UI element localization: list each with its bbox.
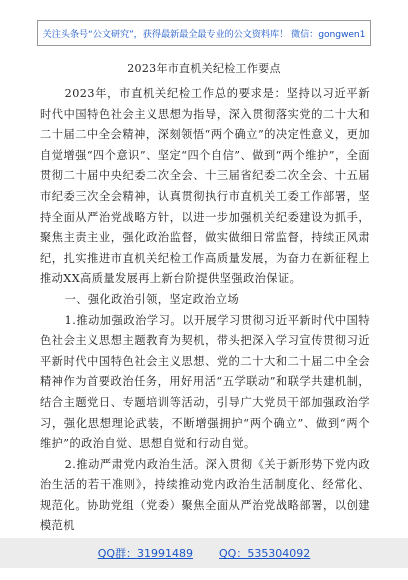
qq-group-link[interactable]: QQ群：31991489 — [97, 547, 193, 560]
document-title: 2023年市直机关纪检工作要点 — [127, 62, 281, 75]
qq-contact-link[interactable]: QQ：535304092 — [219, 547, 311, 560]
intro-paragraph: 2023年，市直机关纪检工作总的要求是：坚持以习近平新时代中国特色社会主义思想为指导，深入贯彻落实党的二十大和二十届二中全会精神，深刻领悟“两个确立”的决定性意义，更加自觉增强“四个意识”、坚定“四个自信”、做到“两个维护”，全面贯彻二十届中央纪委二次全会、十三届省纪委二次全会、十五届市纪委三次全会精神，认真贯彻执行市直机关工委工作部署，坚持全面从严治党战略方针，以进一步加强机关纪委建设为抓手，聚焦主责主业，强化政治监督，做实做细日常监督，持续正风肃纪，扎实推进市直机关纪检工作高质量发展，为奋力在新征程上推动XX高质量发展再上新台阶提供坚强政治保证。 — [40, 87, 370, 286]
contact-footer — [0, 538, 408, 568]
promo-banner-text[interactable]: 关注头条号“公文研究”，获得最新最全最专业的公文资料库！ 微信：gongwen1 — [42, 29, 366, 40]
item-paragraph-2: 2.推动严肃党内政治生活。深入贯彻《关于新形势下党内政治生活的若干准则》，持续推动党内政治生活制度化、经常化、规范化。协助党组（党委）聚焦全面从严治党战略部署，以创建模范机 — [40, 457, 370, 533]
item-paragraph-1: 1.推动加强政治学习。以开展学习贯彻习近平新时代中国特色社会主义思想主题教育为契机，带头把深入学习宣传贯彻习近平新时代中国特色社会主义思想、党的二十大和二十届二中全会精神作为首要政治任务，用好用活“五学联动”和联学共建机制，结合主题党日、专题培训等活动，引导广大党员干部加强政治学习，强化思想理论武装，不断增强拥护“两个确立”、做到“两个维护”的政治自觉、思想自觉和行动自觉。 — [40, 313, 370, 451]
promo-banner[interactable] — [37, 20, 371, 46]
section-heading: 一、强化政治引领，坚定政治立场 — [64, 292, 240, 306]
document-body — [40, 84, 370, 537]
